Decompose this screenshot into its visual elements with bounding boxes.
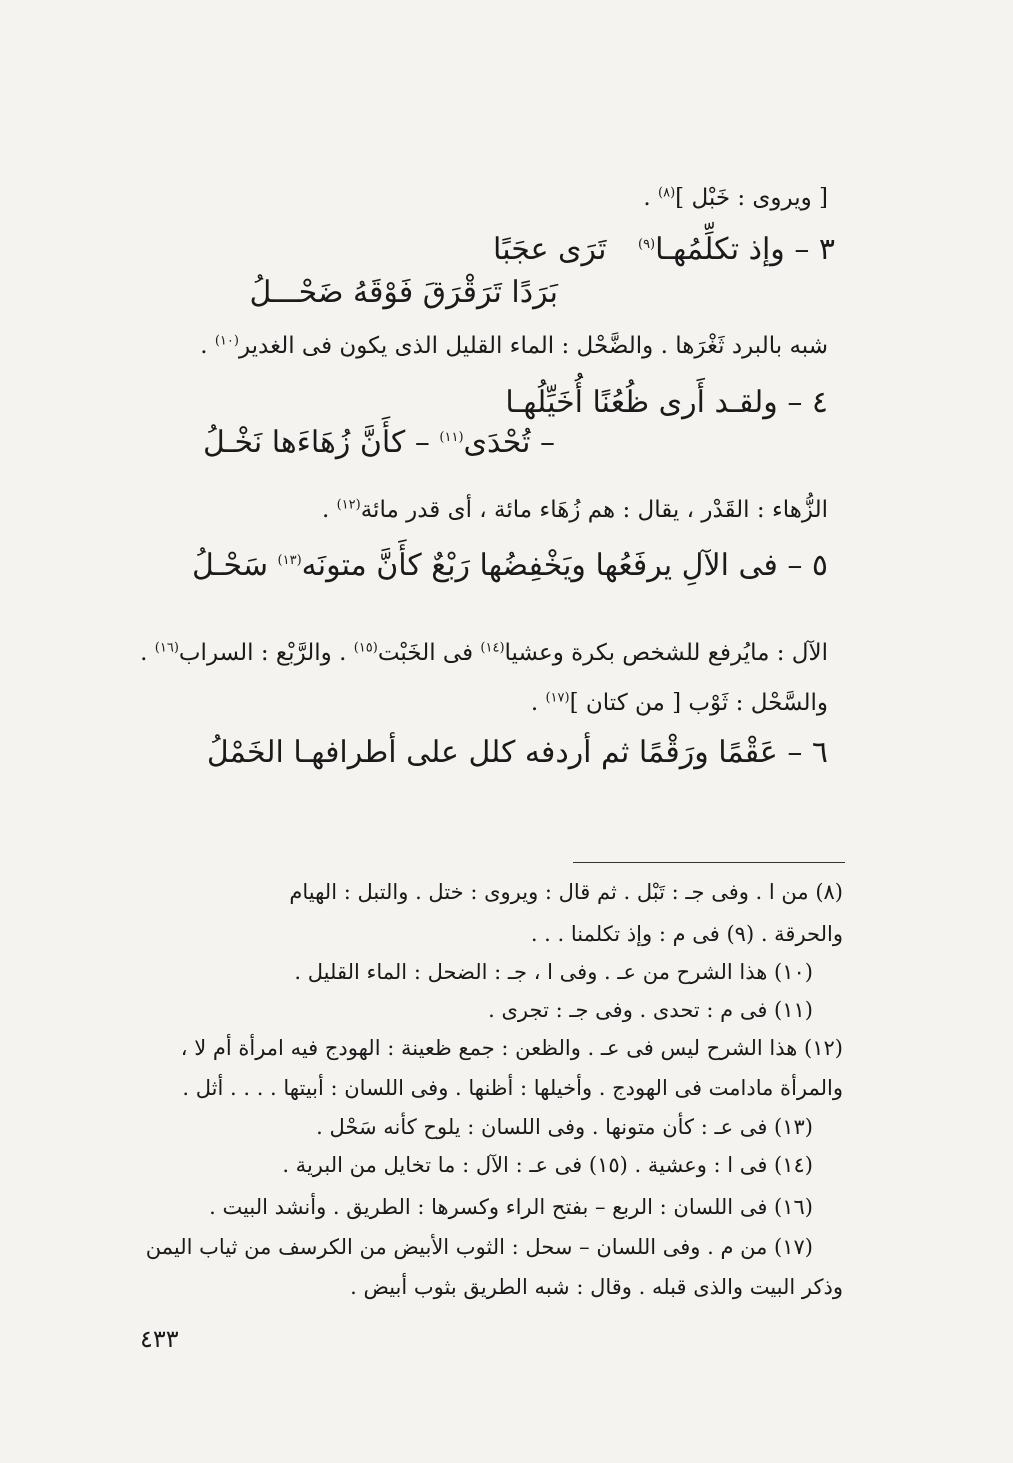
verse-text: ٥ – فى الآلِ يرفَعُها ويَخْفِضُها رَبْعٌ كأَنَّ متونَه bbox=[301, 548, 828, 583]
footnote-line: (١١) فى م : تحدى . وفى جـ : تجرى . bbox=[488, 998, 813, 1022]
gloss-2: الزُّهاء : القَدْر ، يقال : هم زُهَاء مائة ، أى قدر مائة$^{(١٢)}$ . bbox=[321, 497, 828, 523]
footnote-line: والمرأة مادامت فى الهودج . وأخيلها : أظنها . وفى اللسان : أبيتها . . . . أثل . bbox=[182, 1076, 843, 1100]
verse-6 bbox=[207, 735, 828, 770]
verse-text: بَرَدًا تَرَقْرَقَ فَوْقَهُ ضَحْـــلُ bbox=[249, 275, 558, 310]
verse-text: – تُحْدَى bbox=[463, 425, 555, 460]
footnote-ref: (٩) bbox=[637, 237, 656, 252]
verse-text: – كأَنَّ زُهَاءَها نَخْـلُ bbox=[203, 425, 430, 460]
verse-text: تَرَى عجَبًا bbox=[493, 232, 607, 267]
footnote-line: (١٤) فى ا : وعشية . (١٥) فى عـ : الآل : ما تخايل من البرية . bbox=[282, 1153, 813, 1177]
gloss-text: الآل : مايُرفع للشخص بكرة وعشيا bbox=[504, 640, 828, 666]
footnote-ref: (١٠) bbox=[214, 333, 239, 349]
footnote-ref: (٨) bbox=[658, 185, 676, 201]
footnote-line: (١٢) هذا الشرح ليس فى عـ . والظعن : جمع ظعينة : الهودج فيه امرأة أم لا ، bbox=[180, 1036, 843, 1060]
verse-5 bbox=[192, 548, 828, 583]
footnote-ref: (١٥) bbox=[353, 640, 378, 656]
footnote-ref: (١٦) bbox=[154, 640, 179, 656]
footnote-ref: (١٣) bbox=[277, 553, 302, 568]
footnote-separator bbox=[573, 862, 845, 863]
gloss-text: . والرَّبْع : السراب bbox=[178, 640, 347, 666]
footnote-line: (١٠) هذا الشرح من عـ . وفى ا ، جـ : الضحل : الماء القليل . bbox=[294, 960, 813, 984]
gloss-text: الزُّهاء : القَدْر ، يقال : هم زُهَاء مائة ، أى قدر مائة bbox=[360, 497, 828, 523]
verse-4-line-2 bbox=[203, 425, 555, 460]
footnote-ref: (١٤) bbox=[480, 640, 505, 656]
footnote-line: والحرقة . (٩) فى م : وإذ تكلمنا . . . bbox=[530, 922, 843, 946]
footnote-ref: (١١) bbox=[439, 430, 464, 445]
gloss-3: الآل : مايُرفع للشخص بكرة وعشيا$^{(١٤)}$ فى الخَبْت$^{(١٥)}$ . والرَّبْع : السراب$^{(١٦)}$ . bbox=[140, 640, 828, 666]
variant-text: [ ويروى : خَبْل ] bbox=[675, 185, 828, 211]
verse-4-line-1 bbox=[505, 385, 828, 420]
verse-text: ٤ – ولقـد أَرى ظُعُنًا أُخَيِّلُهـا bbox=[505, 385, 828, 420]
footnote-ref: (١٢) bbox=[336, 497, 361, 513]
gloss-4: والسَّحْل : ثَوْب [ من كتان ]$^{(١٧)}$ . bbox=[530, 690, 828, 716]
gloss-text: فى الخَبْت bbox=[377, 640, 474, 666]
footnote-ref: (١٧) bbox=[545, 690, 570, 706]
gloss-text: والسَّحْل : ثَوْب [ من كتان ] bbox=[569, 690, 828, 716]
verse-text: سَحْـلُ bbox=[191, 548, 268, 583]
footnote-line: وذكر البيت والذى قبله . وقال : شبه الطريق بثوب أبيض . bbox=[350, 1275, 843, 1299]
gloss-1: شبه بالبرد ثَغْرَها . والضَّحْل : الماء القليل الذى يكون فى الغدير$^{(١٠)}$ . bbox=[200, 333, 828, 359]
footnote-line: (١٧) من م . وفى اللسان – سحل : الثوب الأبيض من الكرسف من ثياب اليمن bbox=[145, 1235, 813, 1259]
verse-3-line-1 bbox=[493, 232, 835, 267]
gloss-text: شبه بالبرد ثَغْرَها . والضَّحْل : الماء القليل الذى يكون فى الغدير bbox=[238, 333, 828, 359]
verse-text: ٦ – عَقْمًا ورَقْمًا ثم أردفه كلل على أطرافهـا الخَمْلُ bbox=[206, 735, 828, 770]
verse-3-line-2 bbox=[250, 275, 558, 310]
page-number: ٤٣٣ bbox=[140, 1325, 179, 1353]
footnote-line: (١٣) فى عـ : كأن متونها . وفى اللسان : يلوح كأنه سَحْل . bbox=[316, 1115, 813, 1139]
verse-text: ٣ – وإذ تكلِّمُهـا bbox=[655, 232, 835, 267]
footnote-line: (٨) من ا . وفى جـ : تَبْل . ثم قال : ويروى : ختل . والتبل : الهيام bbox=[289, 880, 843, 904]
variant-line: [ ويروى : خَبْل ]$^{(٨)}$ . bbox=[643, 185, 828, 211]
footnote-line: (١٦) فى اللسان : الربع – بفتح الراء وكسرها : الطريق . وأنشد البيت . bbox=[209, 1195, 813, 1219]
